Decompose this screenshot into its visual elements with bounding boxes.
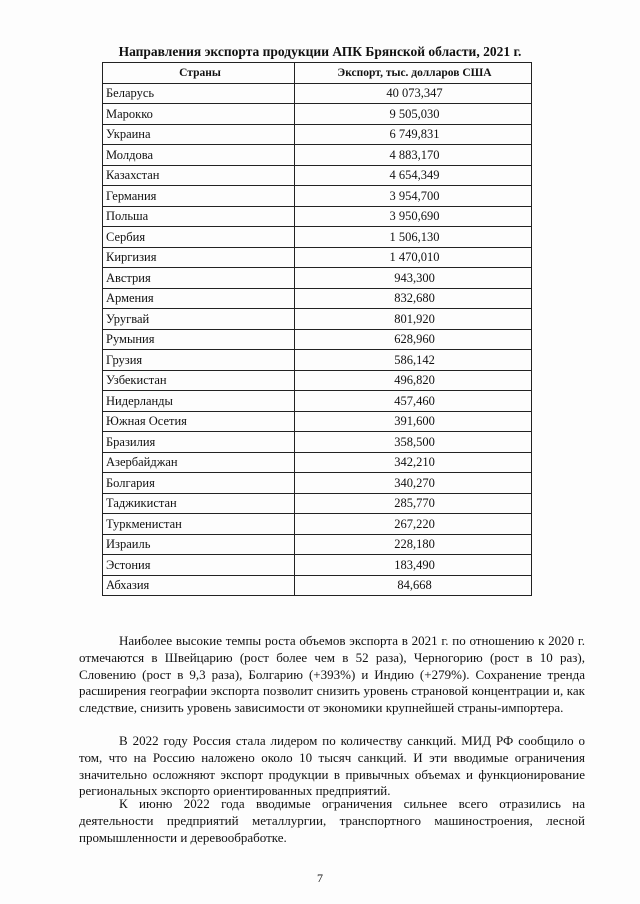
export-value-cell: 228,180 [295,534,532,555]
table-row [103,514,532,535]
table-row [103,206,532,227]
export-value-cell: 40 073,347 [295,83,532,104]
country-cell: Таджикистан [103,493,295,514]
table-row [103,165,532,186]
country-cell: Нидерланды [103,391,295,412]
column-header-countries: Страны [103,63,295,84]
paragraph-sanctions: В 2022 году Россия стала лидером по количеству санкций. МИД РФ сообщило о том, что на Россию наложено около 10 тысяч санкций. И эти вводимые ограничения значительно осложняют экспорт продукции в привычных объемах и функционирование региональных экспорто ориентированных предприятий. [79,733,585,799]
table-row [103,493,532,514]
table-row [103,432,532,453]
table-row [103,288,532,309]
export-value-cell: 358,500 [295,432,532,453]
table-body [103,83,532,596]
country-cell: Киргизия [103,247,295,268]
table-row [103,555,532,576]
export-value-cell: 496,820 [295,370,532,391]
export-value-cell: 3 954,700 [295,186,532,207]
country-cell: Молдова [103,145,295,166]
table-row [103,268,532,289]
export-value-cell: 1 506,130 [295,227,532,248]
export-value-cell: 3 950,690 [295,206,532,227]
export-value-cell: 183,490 [295,555,532,576]
table-row [103,247,532,268]
export-table [102,62,532,596]
country-cell: Польша [103,206,295,227]
country-cell: Азербайджан [103,452,295,473]
country-cell: Австрия [103,268,295,289]
export-value-cell: 457,460 [295,391,532,412]
country-cell: Южная Осетия [103,411,295,432]
export-value-cell: 84,668 [295,575,532,596]
table-row [103,473,532,494]
export-value-cell: 340,270 [295,473,532,494]
country-cell: Узбекистан [103,370,295,391]
country-cell: Беларусь [103,83,295,104]
table-row [103,309,532,330]
country-cell: Сербия [103,227,295,248]
table-row [103,227,532,248]
paragraph-growth: Наиболее высокие темпы роста объемов экспорта в 2021 г. по отношению к 2020 г. отмечаются в Швейцарию (рост более чем в 52 раза), Черногорию (рост в 10 раз), Словению (рост в 9,3 раза), Болгарию (+393%) и Индию (+279%). Сохранение тренда расширения географии экспорта позволит снизить уровень страновой концентрации и, как следствие, снизить уровень зависимости от экономики крупнейшей страны-импортера. [79,633,585,716]
export-value-cell: 1 470,010 [295,247,532,268]
table-row [103,329,532,350]
table-row [103,452,532,473]
export-value-cell: 267,220 [295,514,532,535]
country-cell: Бразилия [103,432,295,453]
export-value-cell: 285,770 [295,493,532,514]
country-cell: Румыния [103,329,295,350]
country-cell: Армения [103,288,295,309]
country-cell: Уругвай [103,309,295,330]
export-value-cell: 391,600 [295,411,532,432]
export-value-cell: 801,920 [295,309,532,330]
table-row [103,104,532,125]
table-row [103,83,532,104]
table-row [103,370,532,391]
paragraph-industries: К июню 2022 года вводимые ограничения сильнее всего отразились на деятельности предприятий металлургии, транспортного машиностроения, лесной промышленности и деревообработке. [79,796,585,845]
table-header-row [103,63,532,84]
table-row [103,124,532,145]
country-cell: Израиль [103,534,295,555]
country-cell: Туркменистан [103,514,295,535]
export-value-cell: 6 749,831 [295,124,532,145]
table-title: Направления экспорта продукции АПК Брянской области, 2021 г. [118,44,522,59]
table-row [103,186,532,207]
export-value-cell: 628,960 [295,329,532,350]
country-cell: Марокко [103,104,295,125]
page-number: 7 [317,871,323,885]
table-row [103,145,532,166]
country-cell: Эстония [103,555,295,576]
table-row [103,534,532,555]
table-row [103,350,532,371]
export-value-cell: 943,300 [295,268,532,289]
country-cell: Грузия [103,350,295,371]
export-value-cell: 832,680 [295,288,532,309]
export-value-cell: 9 505,030 [295,104,532,125]
country-cell: Болгария [103,473,295,494]
table-row [103,411,532,432]
country-cell: Казахстан [103,165,295,186]
column-header-export: Экспорт, тыс. долларов США [295,63,532,84]
export-value-cell: 4 654,349 [295,165,532,186]
export-value-cell: 4 883,170 [295,145,532,166]
export-value-cell: 342,210 [295,452,532,473]
country-cell: Германия [103,186,295,207]
table-row [103,575,532,596]
country-cell: Украина [103,124,295,145]
table-row [103,391,532,412]
country-cell: Абхазия [103,575,295,596]
export-value-cell: 586,142 [295,350,532,371]
